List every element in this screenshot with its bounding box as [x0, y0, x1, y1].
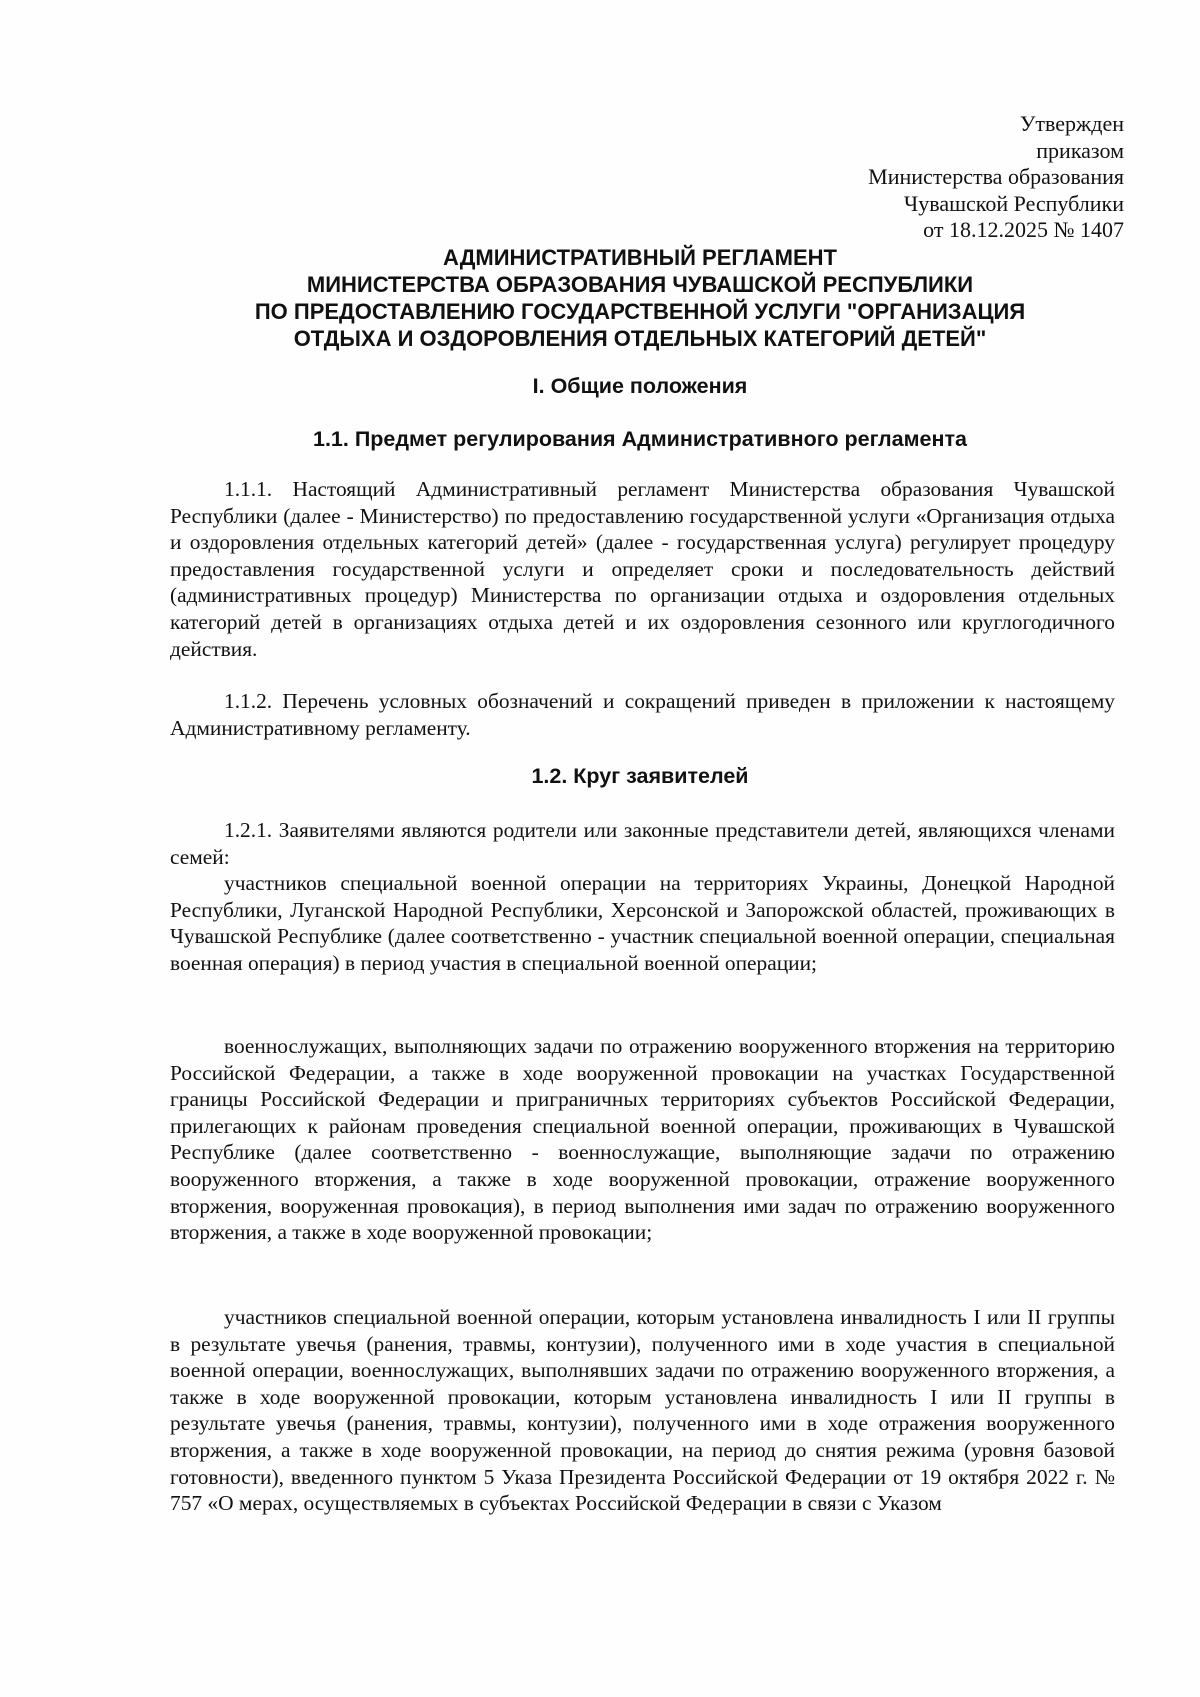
title-line: МИНИСТЕРСТВА ОБРАЗОВАНИЯ ЧУВАШСКОЙ РЕСПУБЛИКИ — [306, 272, 974, 297]
approval-line: от 18.12.2025 № 1407 — [923, 217, 1124, 242]
approval-line: Министерства образования — [868, 164, 1124, 189]
title-line: ПО ПРЕДОСТАВЛЕНИЮ ГОСУДАРСТВЕННОЙ УСЛУГИ "ОРГАНИЗАЦИЯ — [254, 299, 1026, 324]
approval-line: Чувашской Республики — [903, 190, 1124, 216]
approval-stamp — [764, 111, 1124, 244]
paragraph-1-1-2: 1.1.2. Перечень условных обозначений и сокращений приведен в приложении к настоящему Административному регламенту. — [170, 689, 1115, 740]
document-title — [160, 244, 1120, 352]
paragraph-military-personnel: военнослужащих, выполняющих задачи по отражению вооруженного вторжения на территорию Российской Федерации, а также в ходе вооруженной провокации на участках Государственной границы Российской Федерации и приграничных территориях субъектов Российской Федерации, прилегающих к районам проведения специальной военной операции, проживающих в Чувашской Республике (далее соответственно - военнослужащие, выполняющие задачи по отражению вооруженного вторжения, а также в ходе вооруженной провокации, отражение вооруженного вторжения, вооруженная провокация), в период выполнения ими задач по отражению вооруженного вторжения, а также в ходе вооруженной провокации; — [170, 1034, 1115, 1245]
paragraph-svo-participants: участников специальной военной операции на территориях Украины, Донецкой Народной Республики, Луганской Народной Республики, Херсонской и Запорожской областей, проживающих в Чувашской Республике (далее соответственно - участник специальной военной операции, специальная военная операция) в период участия в специальной военной операции; — [170, 871, 1115, 975]
paragraph-1-1-1: 1.1.1. Настоящий Административный регламент Министерства образования Чувашской Республики (далее - Министерство) по предоставлению государственной услуги «Организация отдыха и оздоровления отдельных категорий детей» (далее - государственная услуга) регулирует процедуру предоставления государственной услуги и определяет сроки и последовательность действий (административных процедур) Министерства по организации отдыха и оздоровления отдельных категорий детей в организациях отдыха детей и их оздоровления сезонного или круглогодичного действия. — [170, 477, 1115, 661]
section-heading: I. Общие положения — [532, 374, 748, 398]
approval-line: Утвержден — [1019, 111, 1124, 136]
paragraph-disability: участников специальной военной операции, которым установлена инвалидность I или II группы в результате увечья (ранения, травмы, контузии), полученного ими в ходе участия в специальной военной операции, военнослужащих, выполнявших задачи по отражению вооруженного вторжения, а также в ходе вооруженной провокации, которым установлена инвалидность I или II группы в результате увечья (ранения, травмы, контузии), полученного ими в ходе отражения вооруженного вторжения, а также в ходе вооруженной провокации, на период до снятия режима (уровня базовой готовности), введенного пунктом 5 Указа Президента Российской Федерации от 19 октября 2022 г. № 757 «О мерах, осуществляемых в субъектах Российской Федерации в связи с Указом — [170, 1305, 1115, 1516]
paragraph-1-2-1: 1.2.1. Заявителями являются родители или законные представители детей, являющихся членами семей: — [170, 818, 1115, 869]
approval-line: приказом — [1036, 137, 1124, 163]
title-line: АДМИНИСТРАТИВНЫЙ РЕГЛАМЕНТ — [443, 245, 837, 270]
subsection-heading: 1.1. Предмет регулирования Административного регламента — [313, 427, 967, 451]
title-line: ОТДЫХА И ОЗДОРОВЛЕНИЯ ОТДЕЛЬНЫХ КАТЕГОРИЙ ДЕТЕЙ" — [293, 326, 987, 351]
subsection-heading: 1.2. Круг заявителей — [531, 764, 749, 788]
